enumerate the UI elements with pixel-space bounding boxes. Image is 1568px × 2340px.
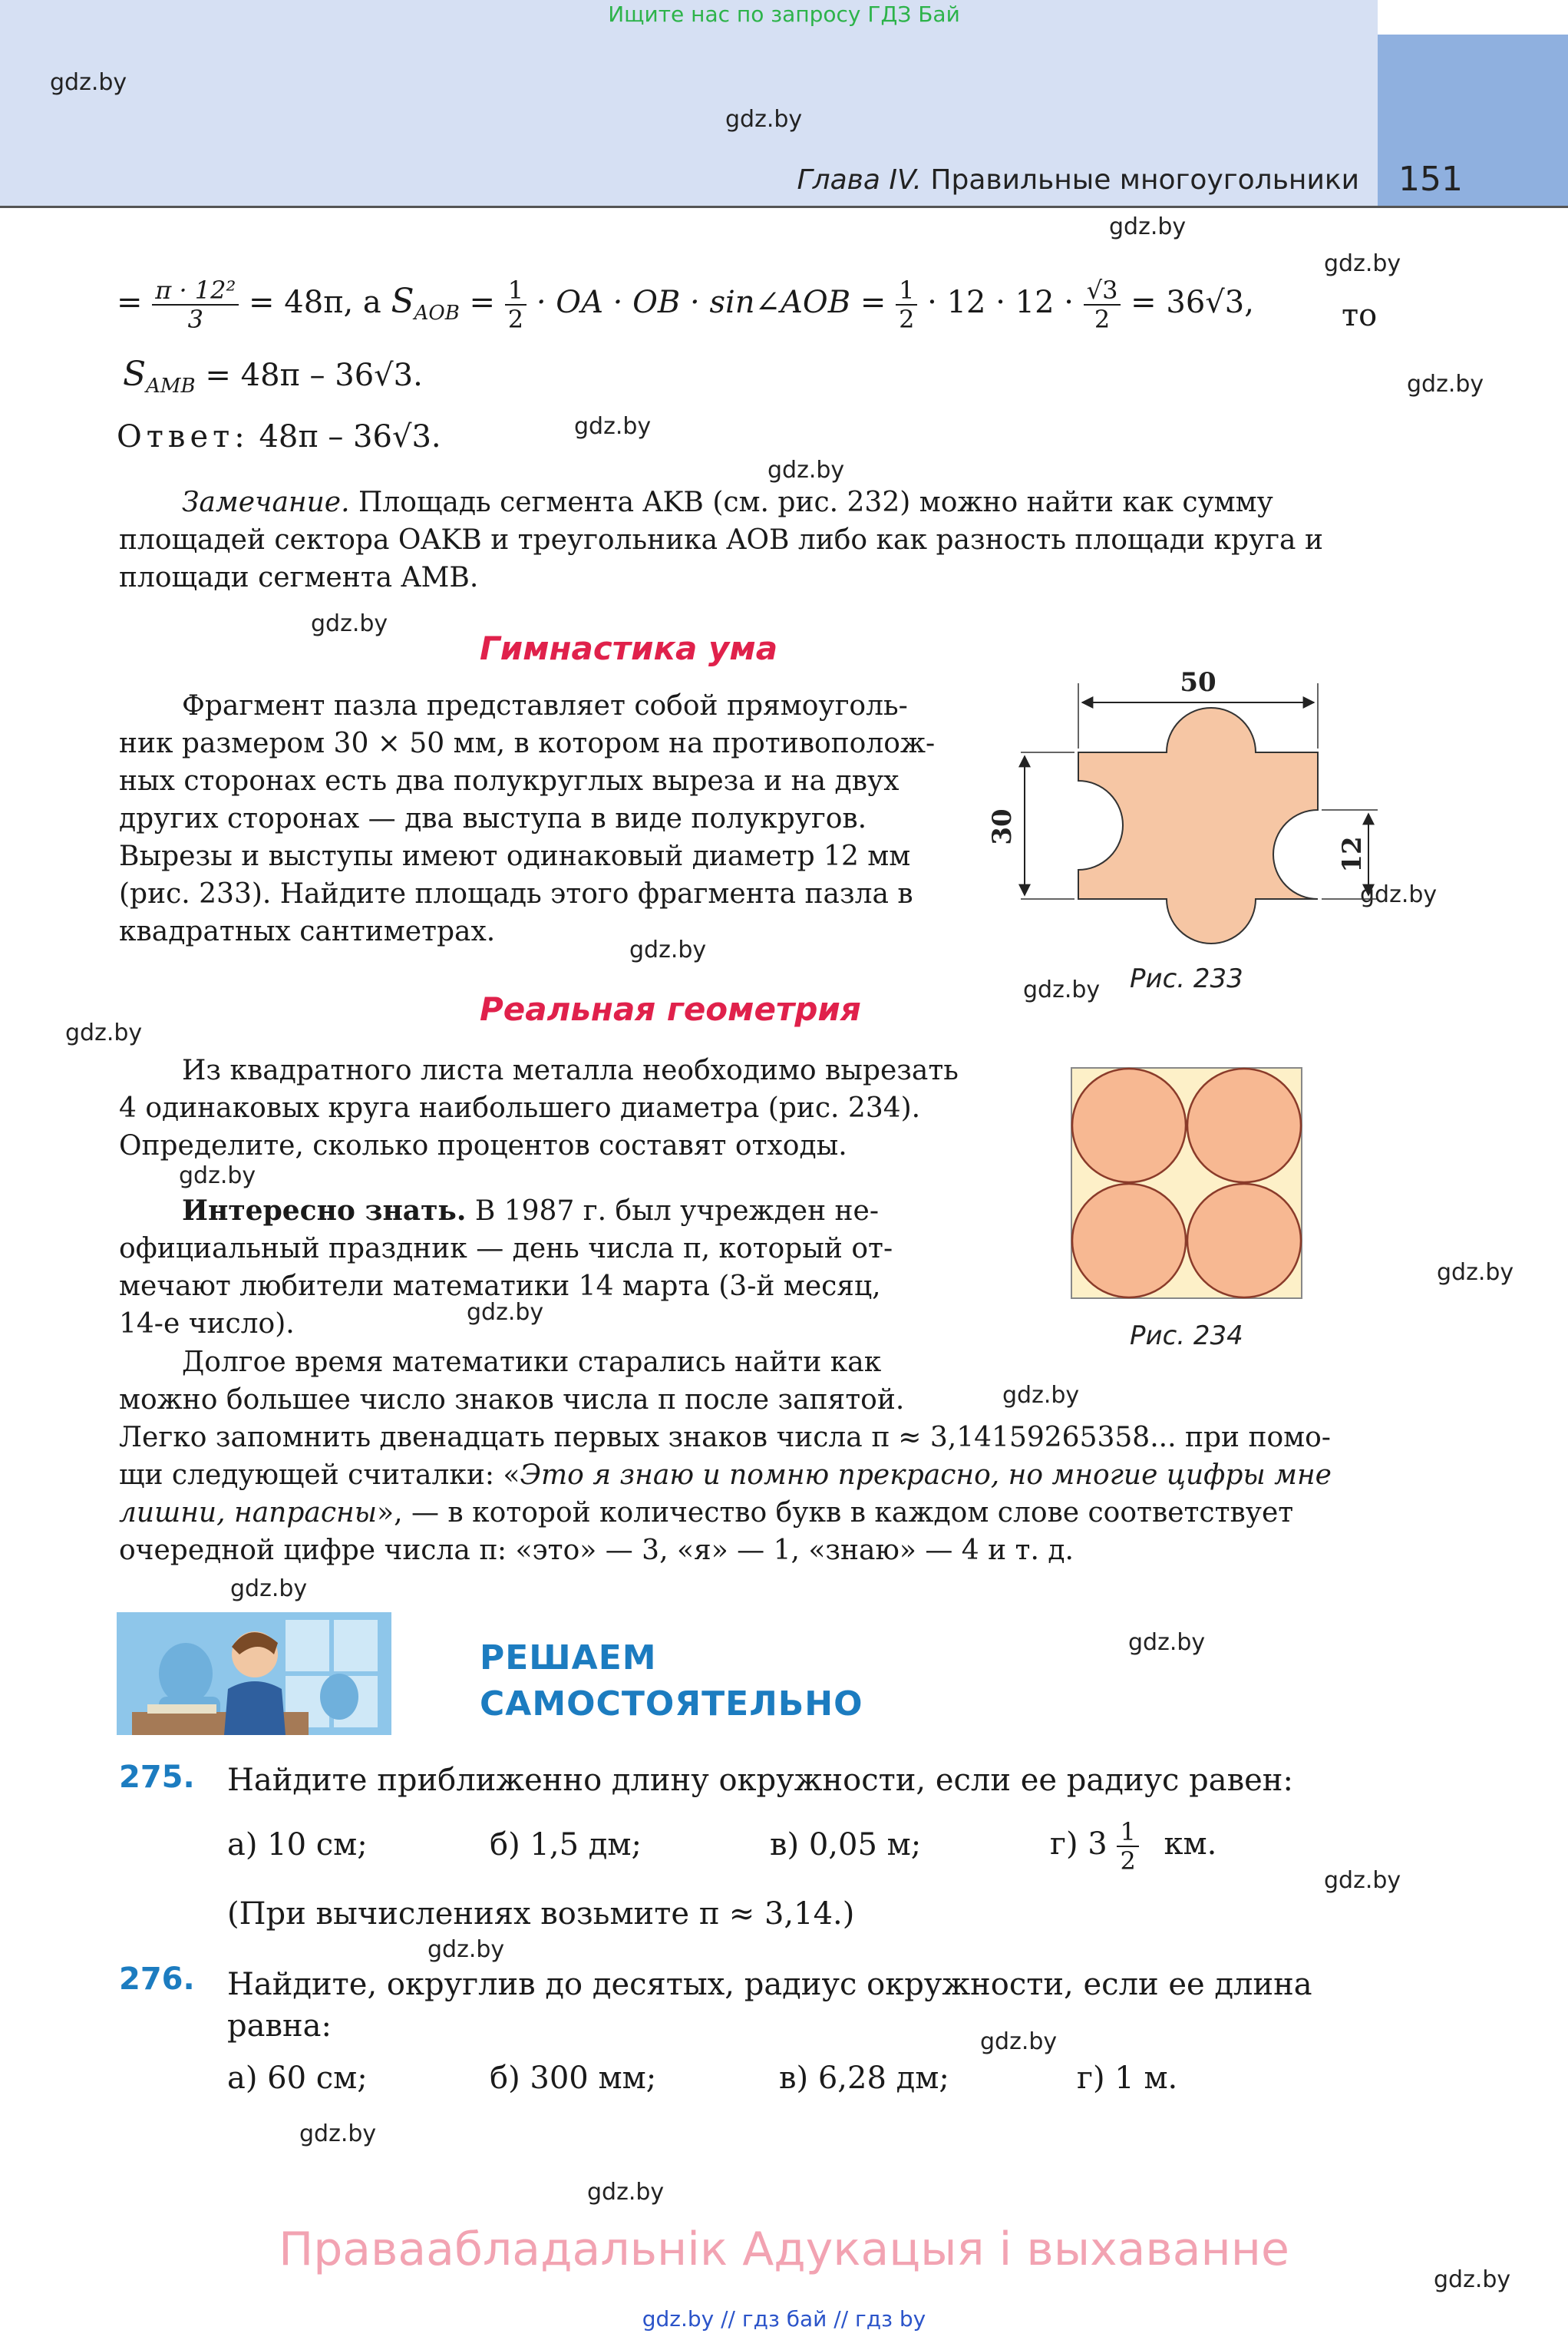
watermark: gdz.by <box>427 1936 505 1963</box>
answer-label: Ответ: <box>117 419 249 454</box>
circle <box>1072 1069 1186 1182</box>
problem-275-opt-b: б) 1,5 дм; <box>490 1827 642 1862</box>
watermark: gdz.by <box>767 457 845 484</box>
remark-paragraph: Замечание. Площадь сегмента AKB (см. рис. 232) можно найти как сумму площадей сектора OAKB и треугольника AOB либо как разность площади круга и площади сегмента AMB. <box>119 487 1323 593</box>
answer-value: 48π – 36√3. <box>259 419 441 454</box>
student-illustration <box>117 1612 391 1735</box>
section-title-gymnastics: Гимнастика ума <box>480 630 778 667</box>
puzzle-figure <box>971 668 1401 944</box>
problem-276-number: 276. <box>119 1962 195 1997</box>
section-title-real-geometry: Реальная геометрия <box>480 990 861 1028</box>
chapter-name: Правильные многоугольники <box>930 164 1359 196</box>
watermark: gdz.by <box>1434 2266 1511 2293</box>
watermark: gdz.by <box>230 1575 308 1602</box>
pi-paragraph-a: Долгое время математики старались найти как можно большее число знаков числа π после запятой. <box>119 1347 905 1416</box>
interesting-paragraph: Интересно знать. В 1987 г. был учрежден не- официальный праздник — день числа π, который от- мечают любители математики 14 марта (3-й месяц, 14-е число). <box>119 1195 893 1340</box>
watermark: gdz.by <box>179 1162 256 1189</box>
copyright-watermark: Праваабладальнік Адукацыя і выхаванне <box>279 2223 1289 2276</box>
problem-275-text: Найдите приближенно длину окружности, если ее радиус равен: <box>227 1763 1293 1798</box>
real-geometry-paragraph: Из квадратного листа металла необходимо вырезать 4 одинаковых круга наибольшего диаметра (рис. 234). Определите, сколько процентов составят отходы. <box>119 1055 959 1162</box>
problem-275-opt-d: г) 3 $\frac{1}{2}$ км. <box>1050 1817 1217 1876</box>
watermark: gdz.by <box>50 69 127 96</box>
puzzle-diameter-label: 12 <box>1337 836 1368 873</box>
problem-275-number: 275. <box>119 1760 195 1795</box>
circle <box>1187 1069 1301 1182</box>
problem-276-opt-b: б) 300 мм; <box>490 2061 657 2096</box>
watermark: gdz.by <box>1324 1867 1401 1894</box>
watermark: gdz.by <box>1407 371 1484 398</box>
problem-276-opt-c: в) 6,28 дм; <box>779 2061 949 2096</box>
watermark: gdz.by <box>467 1299 544 1326</box>
top-search-link[interactable]: Ищите нас по запросу ГДЗ Бай <box>608 2 960 27</box>
gymnastics-paragraph: Фрагмент пазла представляет собой прямоуголь- ник размером 30 × 50 мм, в котором на противополож- ных сторонах есть два полукруглых выреза и на двух других сторонах — два выступа в виде полукругов. Вырезы и выступы имеют одинаковый диаметр 12 мм (рис. 233). Найдите площадь этого фрагмента пазла в квадратных сантиметрах. <box>119 690 936 947</box>
fig-233-caption: Рис. 233 <box>1130 963 1243 994</box>
watermark: gdz.by <box>1002 1382 1080 1409</box>
watermark: gdz.by <box>1023 977 1101 1003</box>
formula-line-2: $S_{AMB} = 48\pi - 36√3$. <box>123 355 423 398</box>
watermark: gdz.by <box>1360 881 1438 908</box>
puzzle-shape <box>1078 708 1318 944</box>
problem-276-text: Найдите, округлив до десятых, радиус окружности, если ее длина равна: <box>227 1967 1312 2044</box>
formula-line-1: = $\frac{\text{π · 12²}}{3}$ = 48π, а $S_{AOB}$ = $\frac{1}{2}$ · OA · OB · sin∠AOB = $\frac{1}{2}$ · 12 · 12 · $\frac{√3}{2}$ = 36√3, <box>117 276 1254 334</box>
circle <box>1072 1184 1186 1297</box>
watermark: gdz.by <box>980 2028 1058 2055</box>
circles-figure <box>1071 1067 1302 1299</box>
problem-275-note: (При вычислениях возьмите π ≈ 3,14.) <box>227 1896 855 1932</box>
watermark: gdz.by <box>1128 1629 1206 1656</box>
watermark: gdz.by <box>587 2179 665 2206</box>
watermark: gdz.by <box>629 937 707 963</box>
chapter-title <box>797 164 1359 196</box>
bottom-links[interactable]: gdz.by // гдз бай // гдз by <box>642 2306 926 2332</box>
interesting-label: Интересно знать. <box>182 1195 467 1227</box>
formula-then: то <box>1342 298 1378 333</box>
watermark: gdz.by <box>1109 213 1187 240</box>
remark-label: Замечание. <box>182 487 350 518</box>
page-number: 151 <box>1398 160 1463 199</box>
watermark: gdz.by <box>311 610 388 637</box>
watermark: gdz.by <box>65 1020 143 1046</box>
puzzle-width-label: 50 <box>1180 668 1216 698</box>
problem-275-opt-c: в) 0,05 м; <box>770 1827 922 1862</box>
watermark: gdz.by <box>1324 250 1401 277</box>
chapter-prefix: Глава IV. <box>797 164 922 196</box>
answer <box>117 419 441 454</box>
watermark: gdz.by <box>1437 1259 1514 1286</box>
problem-276-opt-d: г) 1 м. <box>1077 2061 1178 2096</box>
header-divider <box>0 206 1568 208</box>
fig-234-caption: Рис. 234 <box>1130 1320 1243 1351</box>
circle <box>1187 1184 1301 1297</box>
puzzle-height-label: 30 <box>987 808 1018 845</box>
watermark: gdz.by <box>574 413 652 440</box>
watermark: gdz.by <box>725 106 803 133</box>
problem-276-opt-a: а) 60 см; <box>227 2061 368 2096</box>
watermark: gdz.by <box>299 2120 377 2147</box>
self-study-title: РЕШАЕМ САМОСТОЯТЕЛЬНО <box>480 1638 863 1724</box>
pi-paragraph-b: Легко запомнить двенадцать первых знаков числа π ≈ 3,14159265358... при помо- щи следующей считалки: «Это я знаю и помню прекрасно, но многие цифры мне лишни, напрасны», — в которой количество букв в каждом слове соответствует очередной цифре числа π: «это» — 3, «я» — 1, «знаю» — 4 и т. д. <box>119 1422 1332 1566</box>
problem-275-opt-a: а) 10 см; <box>227 1827 368 1862</box>
